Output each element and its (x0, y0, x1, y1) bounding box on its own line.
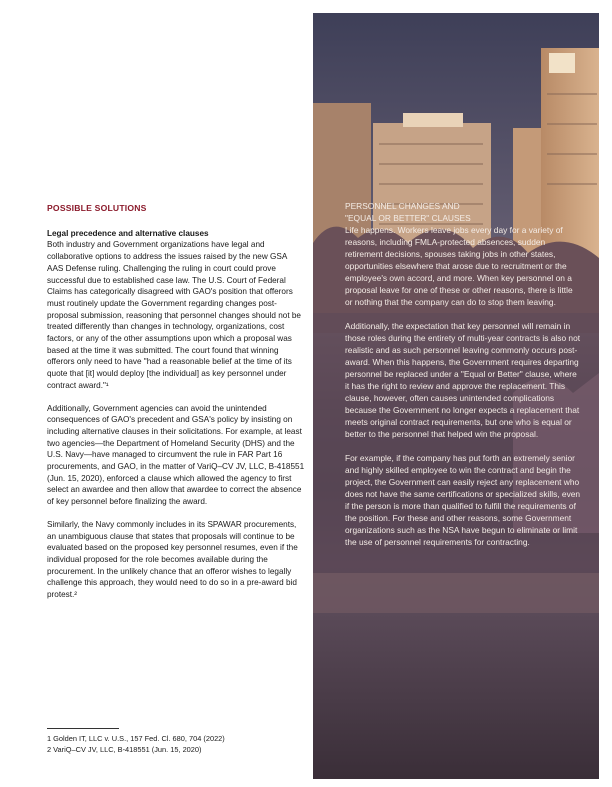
section-heading: POSSIBLE SOLUTIONS (47, 203, 147, 213)
sidebar-heading-line-1: PERSONNEL CHANGES AND (345, 201, 460, 211)
footnote-2: 2 VariQ–CV JV, LLC, B-418551 (Jun. 15, 2020) (47, 745, 202, 755)
paragraph-legal: Both industry and Government organizations have legal and collaborative options to address the issues raised by the new GSA AAS Defense ruling. Challenging the ruling in court could prove successful due to established case law. The U.S. Court of Federal Claims has categorically disagreed with GAO's position that offerors must routinely update the Government regarding changes post-proposal submission, reasoning that personnel changes should not be treated differently than changes in technology, organizations, cost factors, or any of the other assumptions upon which a proposal was based at the time it was submitted. The court found that winning offerors only need to have "had a reasonable belief at the time of its quote that [it] would deploy [the individual] as key personnel under contract award."¹ (47, 240, 301, 390)
sidebar-photo (313, 13, 599, 779)
subheading: Legal precedence and alternative clauses (47, 228, 209, 238)
footnote-1: 1 Golden IT, LLC v. U.S., 157 Fed. Cl. 680, 704 (2022) (47, 734, 225, 743)
footnotes (47, 733, 307, 756)
sidebar-paragraph-example: For example, if the company has put forth an extremely senior and highly skilled employee to win the contract and begin the project, the Government can easily reject any replacement who does not have the same certifications or specialized skills, even if the person is more than qualified to fulfill the requirements of the position. For these and other reasons, some Government organizations such as the NSA have begun to eliminate or limit the use of personnel requirements for contracting. (345, 453, 581, 547)
paragraph-navy: Similarly, the Navy commonly includes in its SPAWAR procurements, an unambiguous clause that states that proposals will continue to be evaluated based on the proposed key personnel resumes, even if the individual proposed for the role becomes available during the procurement. In the unlikely chance that an offeror wishes to legally challenge this approach, they would need to do so in a pre-award bid protest.² (47, 519, 298, 600)
sidebar-paragraph-expectation: Additionally, the expectation that key personnel will remain in those roles during the entirety of multi-year contracts is also not realistic and as such personnel leaving commonly occurs post-award. When this happens, the Government requires departing personnel be replaced under a "Equal or Better" clause, where it has the right to review and approve the replacement. This clause, however, often causes unintended complications because the Government no longer expects a replacement that meets original contract requirements, but one who is equal or better to the personnel that helped win the proposal. (345, 321, 581, 439)
footnote-divider (47, 728, 119, 729)
sidebar-heading-line-2: "EQUAL OR BETTER" CLAUSES (345, 213, 471, 223)
main-column (47, 203, 305, 612)
paragraph-alternative-clauses: Additionally, Government agencies can avoid the unintended consequences of GAO's precedent and GSA's policy by insisting on including alternative clauses in their solicitations. For example, at least two agencies—the Department of Homeland Security (DHS) and the U.S. Navy—have managed to circumvent the rule in FAR Part 16 procurements, and GAO, in the matter of VariQ–CV JV, LLC, B-418551 (Jun. 15, 2020), enforced a clause which allowed the agency to first select an awardee and then allow that awardee to correct the absence of key personnel before finalizing the award. (47, 403, 305, 507)
sidebar-paragraph-life-happens: Life happens. Workers leave jobs every day for a variety of reasons, including FMLA-protected absences, sudden retirement decisions, spouses taking jobs in other states, opportunities elsewhere that arose due to recruitment or the employee's own accord, and more. When key personnel on a proposal leave for one of these or other reasons, there is little or nothing that the company can do to stop them leaving. (345, 225, 573, 307)
sidebar-text (345, 200, 581, 560)
